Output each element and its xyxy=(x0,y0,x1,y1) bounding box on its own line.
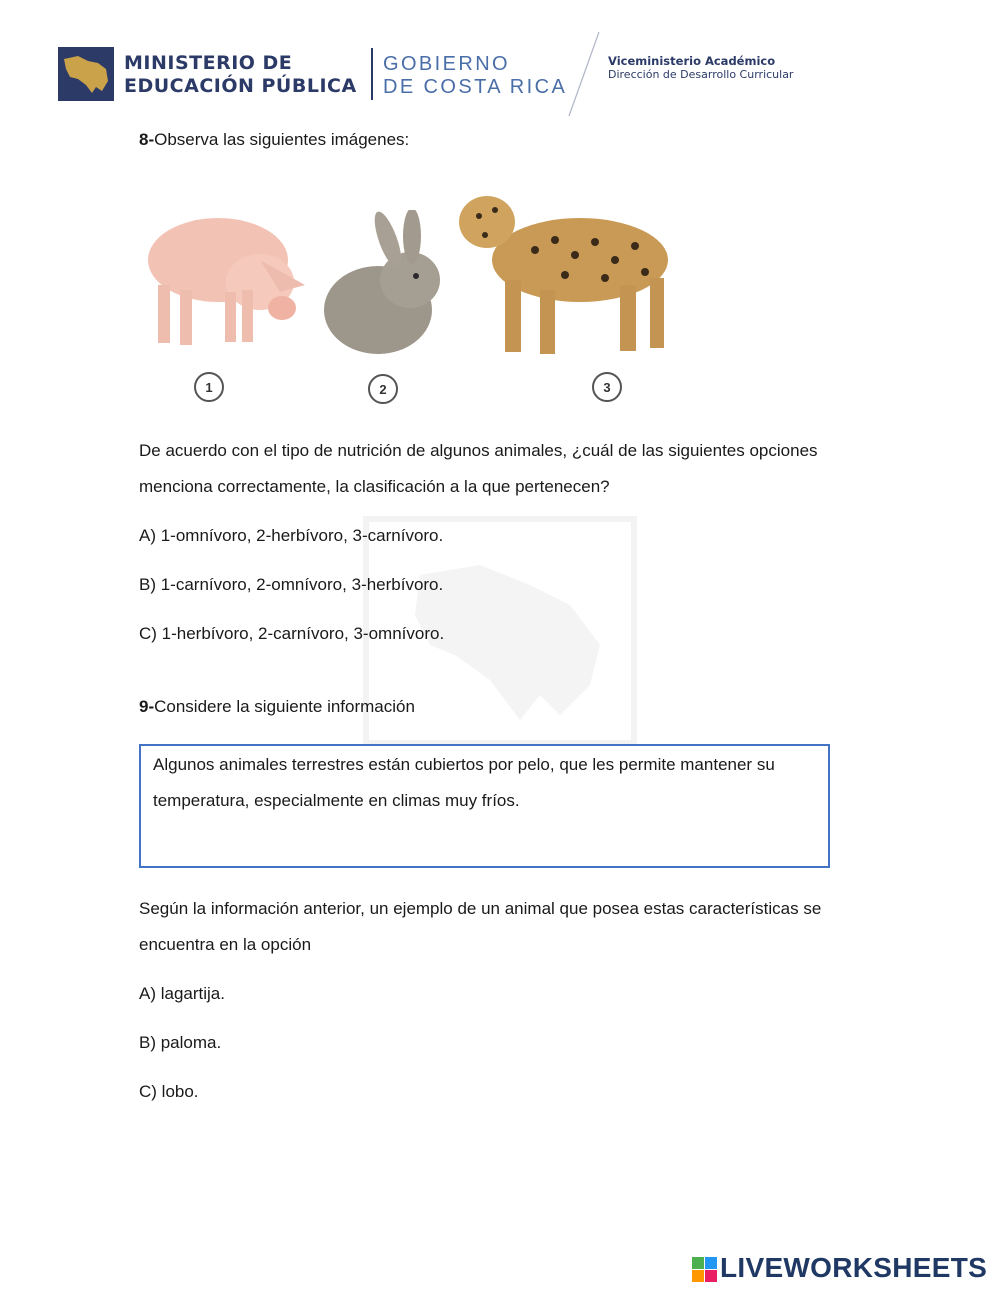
q8-option-c[interactable]: C) 1-herbívoro, 2-carnívoro, 3-omnívoro. xyxy=(139,624,445,643)
pig-illustration xyxy=(140,190,310,350)
q9-option-a[interactable]: A) lagartija. xyxy=(139,984,225,1003)
image-number-3: 3 xyxy=(592,372,622,402)
info-box-line2: temperatura, especialmente en climas muy fríos. xyxy=(153,791,520,810)
leopard-illustration xyxy=(455,180,675,360)
q9-question-line2: encuentra en la opción xyxy=(139,935,312,954)
ministerio-line2: EDUCACIÓN PÚBLICA xyxy=(124,75,357,97)
q8-option-a[interactable]: A) 1-omnívoro, 2-herbívoro, 3-carnívoro. xyxy=(139,526,444,545)
image-number-2: 2 xyxy=(368,374,398,404)
q8-option-b[interactable]: B) 1-carnívoro, 2-omnívoro, 3-herbívoro. xyxy=(139,575,444,594)
liveworksheets-logo-icon xyxy=(692,1257,718,1283)
gobierno-line1: GOBIERNO xyxy=(383,53,510,75)
rabbit-illustration xyxy=(320,210,450,360)
liveworksheets-brand[interactable]: LIVEWORKSHEETS xyxy=(720,1252,988,1283)
q8-number: 8- xyxy=(139,130,155,149)
ministerio-line1: MINISTERIO DE xyxy=(124,52,293,74)
gobierno-line2: DE COSTA RICA xyxy=(383,76,568,98)
q9-question-line1: Según la información anterior, un ejemplo de un animal que posea estas características se xyxy=(139,899,822,918)
q9-option-b[interactable]: B) paloma. xyxy=(139,1033,222,1052)
image-number-1: 1 xyxy=(194,372,224,402)
costa-rica-map-logo xyxy=(58,47,114,101)
q9-option-c[interactable]: C) lobo. xyxy=(139,1082,199,1101)
q8-question-line1: De acuerdo con el tipo de nutrición de algunos animales, ¿cuál de las siguientes opciones xyxy=(139,441,818,460)
q8-intro xyxy=(139,130,409,150)
header-divider xyxy=(371,48,373,100)
header-slash-divider xyxy=(565,30,605,120)
q9-number: 9- xyxy=(139,697,155,716)
q8-question-line2: menciona correctamente, la clasificación a la que pertenecen? xyxy=(139,477,610,496)
q8-intro-text: Observa las siguientes imágenes: xyxy=(154,130,410,149)
q9-intro xyxy=(139,697,415,717)
q9-intro-text: Considere la siguiente información xyxy=(154,697,415,716)
vice-subtitle: Dirección de Desarrollo Curricular xyxy=(608,68,794,81)
vice-title: Viceministerio Académico xyxy=(608,54,776,68)
info-box-line1: Algunos animales terrestres están cubiertos por pelo, que les permite mantener su xyxy=(153,755,775,774)
